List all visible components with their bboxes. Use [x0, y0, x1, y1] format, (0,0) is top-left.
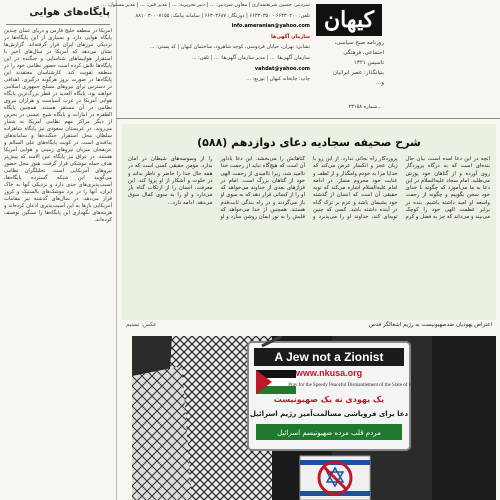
photo-caption: اعتراض یهودیان ضدصهیونیست به رژیم اشغالگر قدس: [369, 322, 492, 328]
masthead-tagline: [314, 40, 384, 90]
article-body: آنچه در این دعا آمده است، بیان حال بنده‌ای است که به درگاه پروردگار روی آورده و از گناهان خود پوزش می‌طلبد. امام سجاد علیه‌السلام در این دعا به ما می‌آموزد که چگونه با خدای خود سخن بگوییم و چگونه از رحمت واسعه او امید داشته باشیم. بنده در برابر عظمت الهی خود را کوچک می‌بیند و می‌داند که جز به فضل و کرم پروردگار راه نجاتی ندارد. از این رو با زبان عجز و انکسار عرض می‌کند که خدایا مرا به خودم وامگذار و از لطف و عنایت خود محروم مساز. در ادامه امام علیه‌السلام اشاره می‌کند که توبه حقیقی آن است که انسان از گذشته خود پشیمان باشد و عزم بر ترک گناه در آینده داشته باشد. کسی که چنین توبه‌ای کند، خداوند او را می‌پذیرد و گناهانش را می‌بخشد. این دعا یادآور آن است که هیچ‌گاه نباید از رحمت خدا ناامید شد، زیرا ناامیدی از رحمت الهی خود از گناهان بزرگ است. امام در فرازهای بعدی از خداوند می‌خواهد که او را از کسانی قرار دهد که به سوی او باز می‌گردند و در راه بندگی ثابت‌قدم هستند. همچنین از خدا می‌خواهد که قلبش را به نور ایمان روشن سازد و او را از وسوسه‌های شیطان در امان بدارد. مؤمن حقیقی کسی است که در همه حال خدا را حاضر و ناظر بداند و در خلوت و آشکار از او پروا کند. این معرفت، انسان را از ارتکاب گناه باز می‌دارد و او را به سوی کمال سوق می‌دهد. ادامه دارد...: [128, 156, 490, 221]
tagline-line: تاسیس ۱۳۲۱: [353, 60, 384, 66]
protest-photo: [132, 336, 496, 500]
tagline-line: بنیانگذار: عصر ایرانیان: [332, 70, 384, 76]
sign-farsi-2: دعا برای فروپاشی مسالمت‌آمیز رژیم اسرائیل: [249, 410, 409, 418]
photo-illustration: [132, 336, 496, 500]
print-line: چاپ: چاپخانه کیهان | توزیع: ...: [246, 76, 310, 83]
sign-english: Pray for the Speedy Peaceful Dismantlement of the State of Israel: [288, 383, 420, 388]
email-address-2: vahdat@yahoo.com: [254, 65, 310, 72]
sign-main-text: A Jew not a Zionist: [274, 350, 384, 364]
article-title: شرح صحیفه سجادیه دعای دوازدهم (۵۸۸): [197, 136, 421, 149]
left-column-text: آمریکا در منطقه خلیج فارس و دریای عمان چندین پایگاه هوایی دارد و بسیاری از این پایگاه‌ها در نزدیکی مرزهای ایران قرار گرفته‌اند. گزارش‌ها نشان می‌دهد که آمریکا در سال‌های اخیر با استقرار هواپیماهای شناسایی و جنگنده در این پایگاه‌ها تلاش کرده است حضور نظامی خود را در منطقه تقویت کند. کارشناسان معتقدند این پایگاه‌ها در صورت بروز هرگونه درگیری، اهدافی در دسترس برای نیروهای مسلح جمهوری اسلامی خواهند بود. پایگاه العدید در قطر بزرگ‌ترین پایگاه هوایی آمریکا در غرب آسیاست و هزاران نیروی نظامی در آن مستقر هستند. همچنین پایگاه الظفره در امارات و پایگاه شیخ عیسی در بحرین از دیگر مراکز مهم نظامی آمریکا به شمار می‌روند. در عربستان سعودی نیز پایگاه شاهزاده سلطان محل استقرار جنگنده‌ها و سامانه‌های پدافندی است. در کویت پایگاه‌های علی السالم و عریفجان میزبان نیروهای زمینی و هوایی آمریکا هستند. در عراق نیز پایگاه عین الاسد که پیش‌تر هدف حمله موشکی قرار گرفت، هنوز محل حضور نیروهای آمریکایی است. تحلیلگران نظامی می‌گویند این شبکه گسترده پایگاه‌ها، آسیب‌پذیری‌های جدی دارد و نزدیکی آنها به خاک ایران، آنها را در برد موشک‌های بالستیک و کروز قرار می‌دهد. در سال‌های گذشته نیز مقامات آمریکایی بارها به این آسیب‌پذیری اذعان کرده‌اند و هزینه‌های نگهداری این پایگاه‌ها را سنگین توصیف کرده‌اند.: [4, 28, 112, 223]
tagline-line: و...: [376, 80, 384, 86]
sign-farsi-1: یک یهودی نه یک صهیونیست: [273, 395, 385, 404]
address-line: نشانی: تهران، خیابان فردوسی، کوچه شاهرود، ساختمان کیهان | کد پستی: ...: [149, 44, 310, 51]
photo-caption-bar: [122, 322, 496, 332]
photo-credit: عکس: تسنیم: [126, 322, 157, 328]
staff-credits: [6, 2, 310, 116]
subscription-line: سازمان آگهی‌ها: ... | مدیر سازمان آگهی‌ها: ... | تلفن: ...: [191, 54, 310, 61]
tagline-line: اجتماعی، فرهنگی: [343, 50, 384, 56]
newspaper-logo: کیهان: [316, 4, 382, 36]
ads-org-label: سازمان آگهی‌ها: [271, 33, 310, 40]
sign-farsi-3: مردم قلب مرده صهیونیسم اسرائیل: [277, 429, 381, 437]
left-column-heading: پایگاه‌های هوایی: [6, 2, 110, 25]
staff-list: سردبیر: حسین شریعتمداری | معاون سردبیر: ... | دبیر تحریریه: ... | مدیر فنی: ... | مدیر مسئول: ...: [101, 2, 310, 8]
issue-number: ...شماره ۲۳۱۵۸: [348, 104, 382, 110]
tagline-line: روزنامه صبح سیاسی،: [334, 40, 384, 46]
sign-url: www.nkusa.org: [295, 368, 363, 378]
contact-numbers: تلفن: ۶۶۳۳۰۲۰۰ - ۶۶۳۳۰۳۵۰ | دورنگار: ۶۶۳۰۲۶۸۷ | سامانه پیامک: ۳۰۰۰۷۱۵۵ ۸۸۱۰: [135, 12, 310, 19]
email-address: info.ameranian@yahoo.com: [231, 23, 310, 30]
